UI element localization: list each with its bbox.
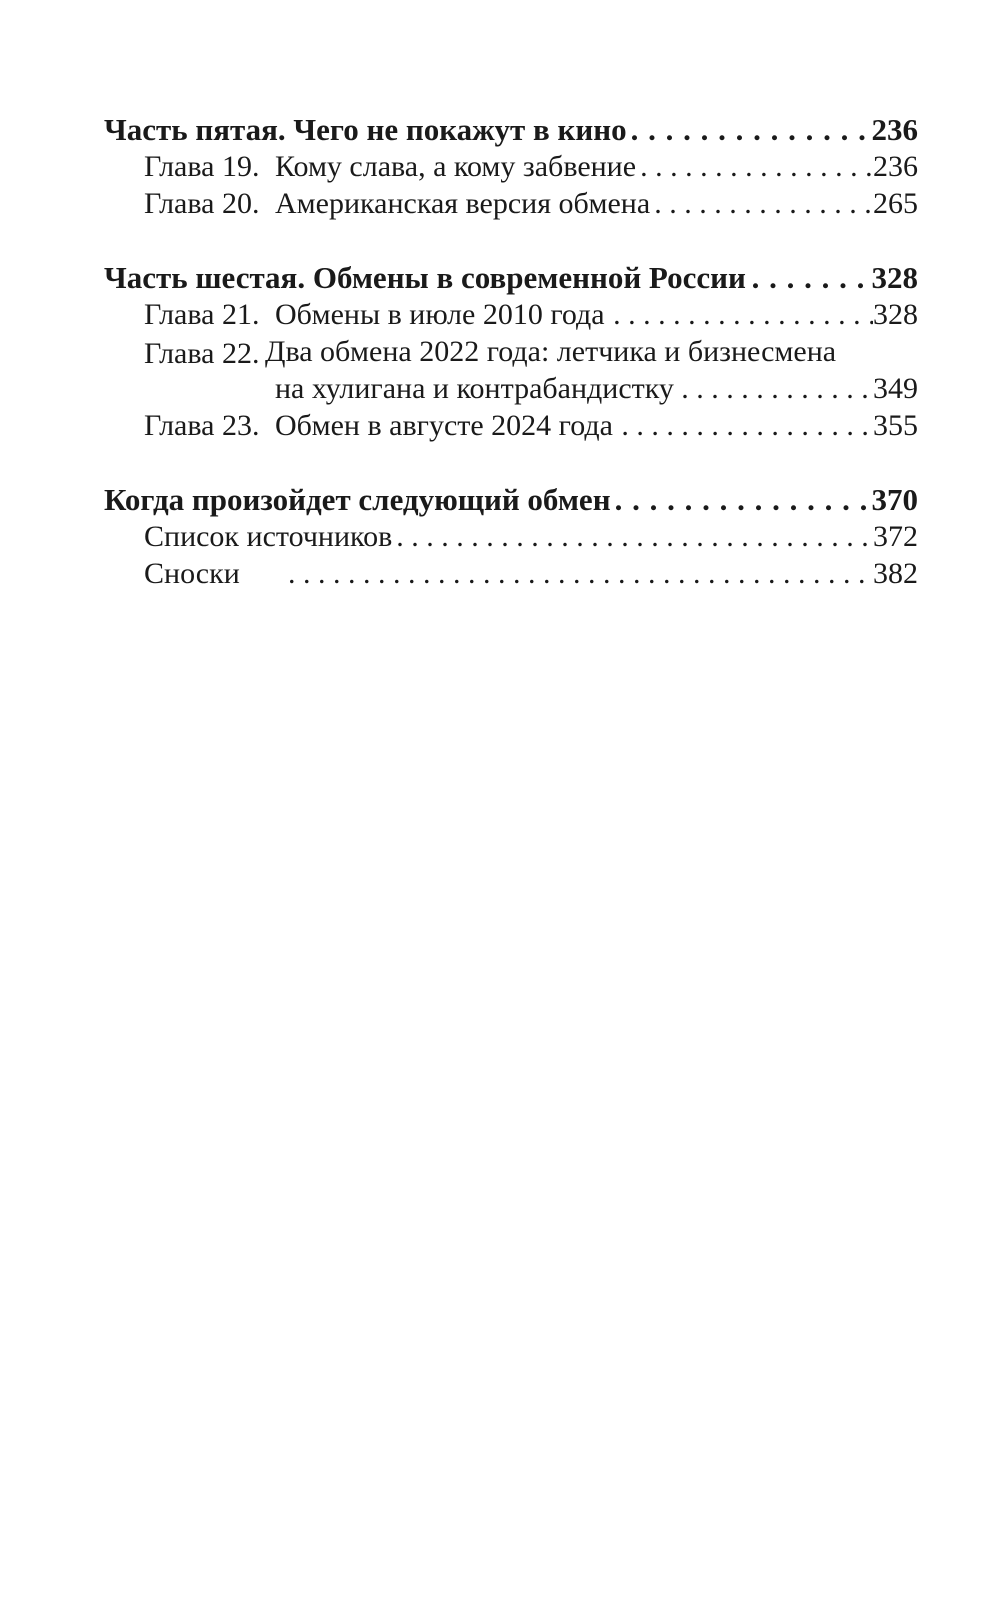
toc-page-number: 349 bbox=[873, 372, 918, 405]
dot-leader bbox=[392, 520, 873, 554]
toc-page-number: 265 bbox=[873, 187, 918, 220]
toc-chapter-20[interactable] bbox=[104, 187, 918, 224]
dot-leader bbox=[284, 557, 873, 591]
chapter-label: Глава 21. bbox=[144, 298, 260, 331]
toc-chapter-23[interactable] bbox=[104, 409, 918, 446]
toc-part-6[interactable] bbox=[104, 260, 918, 298]
chapter-title: Кому слава, а кому забвение bbox=[275, 150, 637, 183]
chapter-title: Обмен в августе 2024 года bbox=[275, 409, 613, 442]
chapter-label: Глава 20. bbox=[144, 187, 260, 220]
dot-leader bbox=[748, 260, 872, 296]
dot-leader bbox=[611, 482, 872, 518]
chapter-label: Глава 23. bbox=[144, 409, 260, 442]
dot-leader bbox=[677, 372, 873, 406]
toc-part-5[interactable] bbox=[104, 112, 918, 150]
chapter-title: Обмены в июле 2010 года bbox=[275, 298, 605, 331]
dot-leader bbox=[650, 187, 873, 221]
toc-page-number: 355 bbox=[873, 409, 918, 442]
toc-page-number: 328 bbox=[873, 298, 918, 331]
dot-leader bbox=[617, 409, 873, 443]
chapter-title-line-2: на хулигана и контрабандистку bbox=[275, 372, 674, 405]
toc-part-title: Часть пятая. Чего не покажут в кино bbox=[104, 112, 627, 147]
toc-page-number: 372 bbox=[873, 520, 918, 553]
footnotes-title: Сноски bbox=[144, 557, 240, 590]
dot-leader bbox=[636, 150, 873, 184]
toc-page-number: 370 bbox=[871, 482, 918, 517]
toc-chapter-21[interactable] bbox=[104, 298, 918, 335]
sources-title: Список источников bbox=[144, 520, 393, 553]
toc-footnotes[interactable] bbox=[104, 557, 918, 594]
toc-part-title: Часть шестая. Обмены в современной России bbox=[104, 260, 746, 295]
toc-final-section[interactable] bbox=[104, 482, 918, 520]
toc-part-title: Когда произойдет следующий обмен bbox=[104, 482, 611, 517]
toc-sources[interactable] bbox=[104, 520, 918, 557]
toc-page-number: 236 bbox=[873, 150, 918, 183]
chapter-label: Глава 22. bbox=[144, 337, 260, 370]
toc-page-number: 236 bbox=[871, 112, 918, 147]
chapter-label: Глава 19. bbox=[144, 150, 260, 183]
dot-leader bbox=[627, 112, 872, 148]
toc-chapter-19[interactable] bbox=[104, 150, 918, 187]
table-of-contents bbox=[104, 112, 918, 594]
section-spacer bbox=[104, 446, 918, 482]
section-spacer bbox=[104, 224, 918, 260]
chapter-title-line-1: Два обмена 2022 года: летчика и бизнесмена bbox=[265, 335, 837, 368]
chapter-title-block bbox=[265, 335, 918, 409]
dot-leader bbox=[609, 298, 873, 332]
chapter-title: Американская версия обмена bbox=[275, 187, 651, 220]
toc-chapter-22[interactable] bbox=[104, 335, 918, 409]
toc-page-number: 328 bbox=[871, 260, 918, 295]
toc-page-number: 382 bbox=[873, 557, 918, 590]
